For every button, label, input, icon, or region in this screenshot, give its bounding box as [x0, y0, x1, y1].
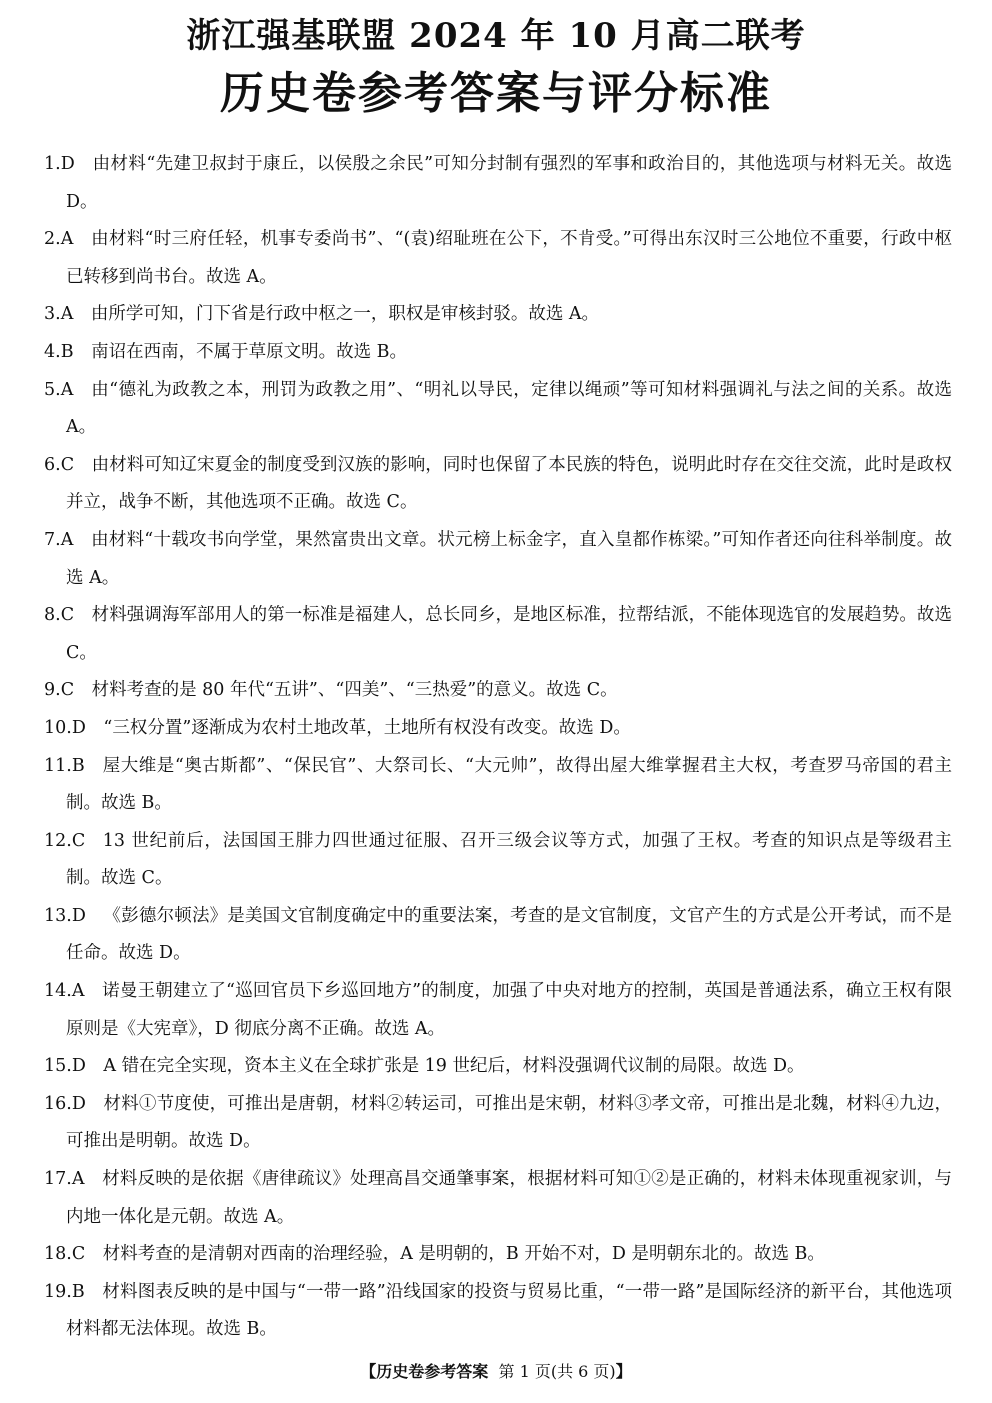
- answer-item: [44, 1274, 952, 1349]
- answer-item: [44, 710, 952, 748]
- answer-letter: B: [71, 755, 85, 776]
- answer-number: 13.: [44, 905, 72, 926]
- answer-number: 16.: [44, 1093, 72, 1114]
- answer-letter: D: [71, 1056, 86, 1077]
- answer-explanation: 由材料“十载攻书向学堂，果然富贵出文章。状元榜上标金字，直入皇都作栋梁。”可知作者还向往科举制度。故选 A。: [66, 529, 952, 588]
- answer-letter: A: [71, 1169, 85, 1190]
- answer-explanation: 由材料“先建卫叔封于康丘，以侯殷之余民”可知分封制有强烈的军事和政治目的，其他选项与材料无关。故选 D。: [66, 154, 952, 212]
- answer-explanation: 材料考查的是 80 年代“五讲”、“四美”、“三热爱”的意义。故选 C。: [91, 680, 618, 701]
- answer-letter: C: [60, 605, 75, 626]
- answer-letter: A: [60, 379, 74, 400]
- answer-explanation: 由材料“时三府任轻，机事专委尚书”、“(袁)绍耻班在公下，不肯受。”可得出东汉时三公地位不重要，行政中枢已转移到尚书台。故选 A。: [66, 229, 952, 287]
- answer-letter: D: [60, 154, 75, 174]
- answer-explanation: 《彭德尔顿法》是美国文官制度确定中的重要法案，考查的是文官制度，文官产生的方式是公开考试，而不是任命。故选 D。: [66, 905, 952, 964]
- answer-letter: A: [60, 304, 74, 325]
- answer-explanation: 材料考查的是清朝对西南的治理经验，A 是明朝的，B 开始不对，D 是明朝东北的。故选 B。: [102, 1244, 825, 1265]
- page-number: 第 1 页(共 6 页): [498, 1362, 616, 1381]
- answer-explanation: 由“德礼为政教之本，刑罚为政教之用”、“明礼以导民，定律以绳顽”等可知材料强调礼与法之间的关系。故选 A。: [66, 379, 952, 438]
- answer-item: [44, 823, 952, 898]
- answer-number: 1.: [44, 154, 61, 174]
- answer-number: 12.: [44, 830, 72, 851]
- answer-item: [44, 1236, 952, 1274]
- answer-letter: B: [60, 341, 74, 362]
- answer-explanation: 材料强调海军部用人的第一标准是福建人，总长同乡，是地区标准，拉帮结派，不能体现选官的发展趋势。故选 C。: [66, 605, 952, 663]
- answer-item: [44, 1048, 952, 1086]
- answer-letter: B: [71, 1281, 85, 1302]
- answer-item: [44, 597, 952, 672]
- answer-number: 2.: [44, 229, 61, 250]
- answer-item: [44, 748, 952, 823]
- answer-number: 11.: [44, 755, 72, 776]
- answer-number: 14.: [44, 981, 72, 1002]
- answer-number: 8.: [44, 605, 61, 626]
- answer-item: [44, 898, 952, 973]
- answer-item: [44, 334, 952, 372]
- answer-letter: C: [60, 680, 75, 701]
- answer-item: [44, 146, 952, 221]
- answer-number: 7.: [44, 529, 61, 550]
- answer-number: 5.: [44, 379, 61, 400]
- answer-letter: A: [60, 229, 74, 250]
- answer-item: [44, 221, 952, 296]
- answer-number: 15.: [44, 1056, 72, 1077]
- footer-title: 历史卷参考答案: [376, 1362, 489, 1381]
- answer-letter: A: [60, 529, 74, 550]
- answer-number: 19.: [44, 1281, 72, 1302]
- answer-item: [44, 1086, 952, 1161]
- exam-title: 浙江强基联盟 2024 年 10 月高二联考: [186, 16, 806, 56]
- answer-item: [44, 672, 952, 710]
- answer-explanation: 南诏在西南，不属于草原文明。故选 B。: [91, 341, 407, 362]
- footer-close-bracket: 】: [615, 1362, 632, 1381]
- answer-number: 17.: [44, 1169, 72, 1190]
- answer-letter: C: [71, 830, 86, 851]
- answer-item: [44, 1161, 952, 1236]
- answer-explanation: 诺曼王朝建立了“巡回官员下乡巡回地方”的制度，加强了中央对地方的控制，英国是普通法系，确立王权有限原则是《大宪章》，D 彻底分离不正确。故选 A。: [66, 981, 952, 1039]
- answer-letter: C: [71, 1244, 86, 1265]
- footer-open-bracket: 【: [360, 1362, 377, 1381]
- answer-item: [44, 372, 952, 447]
- answer-number: 18.: [44, 1244, 72, 1265]
- answer-explanation: 由所学可知，门下省是行政中枢之一，职权是审核封驳。故选 A。: [90, 304, 600, 325]
- answer-explanation: A 错在完全实现，资本主义在全球扩张是 19 世纪后，材料没强调代议制的局限。故选 D。: [103, 1056, 805, 1077]
- answer-item: [44, 522, 952, 597]
- answer-letter: D: [71, 905, 86, 926]
- page-footer: [0, 1360, 992, 1384]
- answer-explanation: 材料①节度使，可推出是唐朝，材料②转运司，可推出是宋朝，材料③孝文帝，可推出是北魏，材料④九边，可推出是明朝。故选 D。: [66, 1093, 952, 1152]
- answer-number: 9.: [44, 680, 61, 701]
- answer-item: [44, 296, 952, 334]
- answer-item: [44, 447, 952, 522]
- answer-explanation: 由材料可知辽宋夏金的制度受到汉族的影响，同时也保留了本民族的特色，说明此时存在交往交流，此时是政权并立，战争不断，其他选项不正确。故选 C。: [66, 454, 952, 513]
- answer-explanation: 13 世纪前后，法国国王腓力四世通过征服、召开三级会议等方式，加强了王权。考查的知识点是等级君主制。故选 C。: [66, 830, 952, 889]
- document-title: 历史卷参考答案与评分标准: [220, 68, 772, 119]
- answer-letter: D: [71, 717, 86, 738]
- answer-letter: C: [60, 454, 75, 475]
- answer-number: 4.: [44, 341, 61, 362]
- answer-item: [44, 973, 952, 1048]
- answer-explanation: 材料图表反映的是中国与“一带一路”沿线国家的投资与贸易比重，“一带一路”是国际经济的新平台，其他选项材料都无法体现。故选 B。: [66, 1281, 952, 1340]
- answer-explanation: 材料反映的是依据《唐律疏议》处理高昌交通肇事案，根据材料可知①②是正确的，材料未体现重视家训，与内地一体化是元朝。故选 A。: [66, 1169, 952, 1227]
- answer-number: 10.: [44, 717, 72, 738]
- answer-number: 3.: [44, 304, 61, 325]
- answer-letter: A: [71, 981, 85, 1002]
- answer-number: 6.: [44, 454, 61, 475]
- answer-list: [44, 146, 952, 1349]
- answer-explanation: 屋大维是“奥古斯都”、“保民官”、大祭司长、“大元帅”，故得出屋大维掌握君主大权，考查罗马帝国的君主制。故选 B。: [66, 755, 952, 814]
- answer-explanation: “三权分置”逐渐成为农村土地改革，土地所有权没有改变。故选 D。: [103, 717, 631, 738]
- answer-letter: D: [71, 1093, 86, 1114]
